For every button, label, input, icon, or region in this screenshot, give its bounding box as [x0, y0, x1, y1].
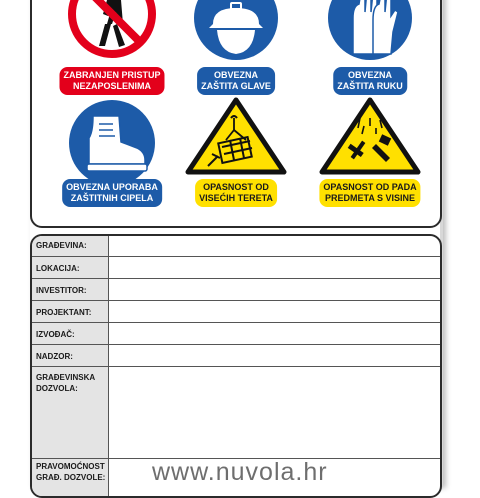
- form-label: PRAVOMOĆNOST: [36, 462, 105, 471]
- sign-label-line: NEZAPOSLENIMA: [72, 81, 152, 91]
- form-row-gradevinska-dozvola: [32, 366, 440, 459]
- form-label: GRAĐ. DOZVOLE:: [36, 473, 106, 482]
- suspended-load-icon: [184, 96, 288, 176]
- form-value-field[interactable]: [108, 236, 440, 256]
- sign-label-line: OPASNOST OD: [203, 182, 269, 192]
- form-row-gradevina: [32, 236, 440, 256]
- sign-label: [319, 179, 420, 207]
- sign-label: [59, 67, 164, 95]
- form-row-investitor: [32, 278, 440, 301]
- form-value-field[interactable]: [108, 301, 440, 323]
- sign-falling-objects: [310, 98, 430, 218]
- form-key: [32, 367, 108, 459]
- sign-label-line: ZABRANJEN PRISTUP: [63, 70, 161, 80]
- form-label: LOKACIJA:: [36, 264, 80, 273]
- form-row-izvodac: [32, 322, 440, 345]
- form-key: [32, 279, 108, 301]
- form-value-field[interactable]: [108, 367, 440, 459]
- sign-label-line: OPASNOST OD PADA: [323, 182, 417, 192]
- form-label: NADZOR:: [36, 352, 73, 361]
- falling-objects-icon: [318, 96, 422, 176]
- form-label: IZVOĐAČ:: [36, 330, 75, 339]
- sign-label: [333, 67, 407, 95]
- sign-label-line: OBVEZNA: [213, 70, 258, 80]
- form-label: PROJEKTANT:: [36, 308, 92, 317]
- form-key: [32, 236, 108, 256]
- sign-label-line: PREDMETA S VISINE: [324, 193, 415, 203]
- safety-signs-panel: [30, 0, 442, 228]
- safety-boot-icon: [67, 98, 157, 188]
- form-key: [32, 257, 108, 279]
- hard-hat-icon: [191, 0, 281, 62]
- form-key: [32, 459, 108, 498]
- form-label: INVESTITOR:: [36, 286, 87, 295]
- sign-no-unauthorized-access: [52, 0, 172, 100]
- form-value-field[interactable]: [108, 345, 440, 367]
- form-label: GRAĐEVINSKA: [36, 373, 96, 382]
- sign-suspended-load: [176, 98, 296, 218]
- form-value-field[interactable]: [108, 257, 440, 279]
- form-value-field[interactable]: [108, 323, 440, 345]
- sign-label-line: ZAŠTITA GLAVE: [201, 81, 271, 91]
- form-label: GRAĐEVINA:: [36, 241, 87, 250]
- form-row-nadzor: [32, 344, 440, 367]
- form-row-projektant: [32, 300, 440, 323]
- sign-label: [195, 179, 277, 207]
- sign-label-line: ZAŠTITA RUKU: [337, 81, 403, 91]
- form-row-lokacija: [32, 256, 440, 279]
- sign-label: [197, 67, 275, 95]
- no-pedestrian-icon: [67, 0, 157, 62]
- sign-head-protection: [176, 0, 296, 100]
- sign-label-line: OBVEZNA: [347, 70, 392, 80]
- sign-label-line: OBVEZNA UPORABA: [66, 182, 158, 192]
- form-value-field[interactable]: [108, 279, 440, 301]
- sign-label-line: VISEĆIH TERETA: [199, 193, 273, 203]
- form-key: [32, 323, 108, 345]
- sign-hand-protection: [310, 0, 430, 100]
- watermark: www.nuvola.hr: [152, 458, 328, 486]
- form-key: [32, 301, 108, 323]
- sign-label-line: ZAŠTITNIH CIPELA: [70, 193, 154, 203]
- form-key: [32, 345, 108, 367]
- sign-safety-shoes: [52, 98, 172, 218]
- form-label: DOZVOLA:: [36, 384, 78, 393]
- sign-label: [62, 179, 162, 207]
- gloves-icon: [325, 0, 415, 62]
